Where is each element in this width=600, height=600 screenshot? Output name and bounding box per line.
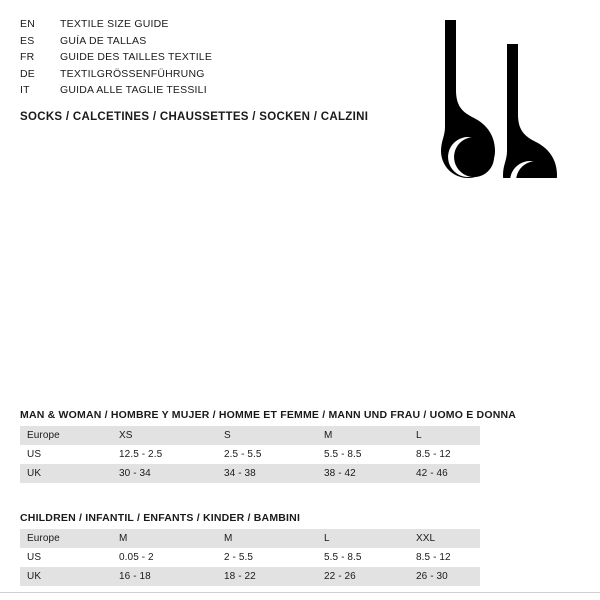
table-cell: 34 - 38 bbox=[217, 464, 317, 483]
table-cell: 2.5 - 5.5 bbox=[217, 445, 317, 464]
language-label: TEXTILE SIZE GUIDE bbox=[60, 18, 169, 30]
language-label: GUIDE DES TAILLES TEXTILE bbox=[60, 51, 213, 63]
table-cell: M bbox=[317, 426, 409, 445]
table-row bbox=[20, 464, 480, 483]
table-row bbox=[20, 548, 480, 567]
language-label: TEXTILGRÖSSENFÜHRUNG bbox=[60, 67, 205, 80]
sock-back-icon bbox=[422, 20, 495, 178]
table-cell: 8.5 - 12 bbox=[409, 548, 480, 567]
children-size-section bbox=[20, 512, 580, 586]
language-label: GUÍA DE TALLAS bbox=[60, 34, 147, 47]
table-cell: UK bbox=[20, 567, 112, 586]
language-code: FR bbox=[20, 51, 35, 63]
language-row-en bbox=[20, 16, 380, 33]
table-cell: 5.5 - 8.5 bbox=[317, 548, 409, 567]
table-cell: Europe bbox=[20, 529, 112, 548]
table-cell: Europe bbox=[20, 426, 112, 445]
language-list bbox=[20, 16, 380, 99]
table-cell: 0.05 - 2 bbox=[112, 548, 217, 567]
table-row bbox=[20, 426, 480, 445]
children-size-table bbox=[20, 529, 480, 586]
language-code: EN bbox=[20, 18, 35, 30]
table-cell: 30 - 34 bbox=[112, 464, 217, 483]
table-cell: M bbox=[217, 529, 317, 548]
language-row-it bbox=[20, 82, 380, 99]
table-row bbox=[20, 567, 480, 586]
table-cell: L bbox=[317, 529, 409, 548]
table-cell: 16 - 18 bbox=[112, 567, 217, 586]
page-title: SOCKS / CALCETINES / CHAUSSETTES / SOCKEN / CALZINI bbox=[20, 111, 369, 123]
table-cell: US bbox=[20, 548, 112, 567]
man-woman-size-table bbox=[20, 426, 480, 483]
socks-illustration bbox=[400, 18, 580, 178]
table-cell: 38 - 42 bbox=[317, 464, 409, 483]
table-cell: UK bbox=[20, 464, 112, 483]
table-cell: S bbox=[217, 426, 317, 445]
language-row-fr bbox=[20, 49, 380, 66]
children-table-caption: CHILDREN / INFANTIL / ENFANTS / KINDER / BAMBINI bbox=[20, 512, 301, 524]
language-row-es bbox=[20, 33, 380, 50]
table-cell: 8.5 - 12 bbox=[409, 445, 480, 464]
table-cell: 12.5 - 2.5 bbox=[112, 445, 217, 464]
language-code: ES bbox=[20, 34, 35, 47]
table-cell: XS bbox=[112, 426, 217, 445]
language-row-de bbox=[20, 66, 380, 83]
man-woman-table-caption: MAN & WOMAN / HOMBRE Y MUJER / HOMME ET FEMME / MANN UND FRAU / UOMO E DONNA bbox=[20, 409, 517, 421]
bottom-divider bbox=[0, 592, 600, 593]
table-cell: M bbox=[112, 529, 217, 548]
table-row bbox=[20, 445, 480, 464]
language-code: IT bbox=[20, 84, 30, 96]
man-woman-size-section bbox=[20, 409, 580, 483]
table-cell: L bbox=[409, 426, 480, 445]
sock-front-icon bbox=[484, 44, 557, 178]
table-cell: US bbox=[20, 445, 112, 464]
table-cell: 5.5 - 8.5 bbox=[317, 445, 409, 464]
table-cell: 22 - 26 bbox=[317, 567, 409, 586]
table-cell: 2 - 5.5 bbox=[217, 548, 317, 567]
table-cell: 26 - 30 bbox=[409, 567, 480, 586]
table-cell: 18 - 22 bbox=[217, 567, 317, 586]
table-cell: XXL bbox=[409, 529, 480, 548]
language-code: DE bbox=[20, 67, 35, 80]
table-cell: 42 - 46 bbox=[409, 464, 480, 483]
table-row bbox=[20, 529, 480, 548]
language-label: GUIDA ALLE TAGLIE TESSILI bbox=[60, 84, 207, 96]
